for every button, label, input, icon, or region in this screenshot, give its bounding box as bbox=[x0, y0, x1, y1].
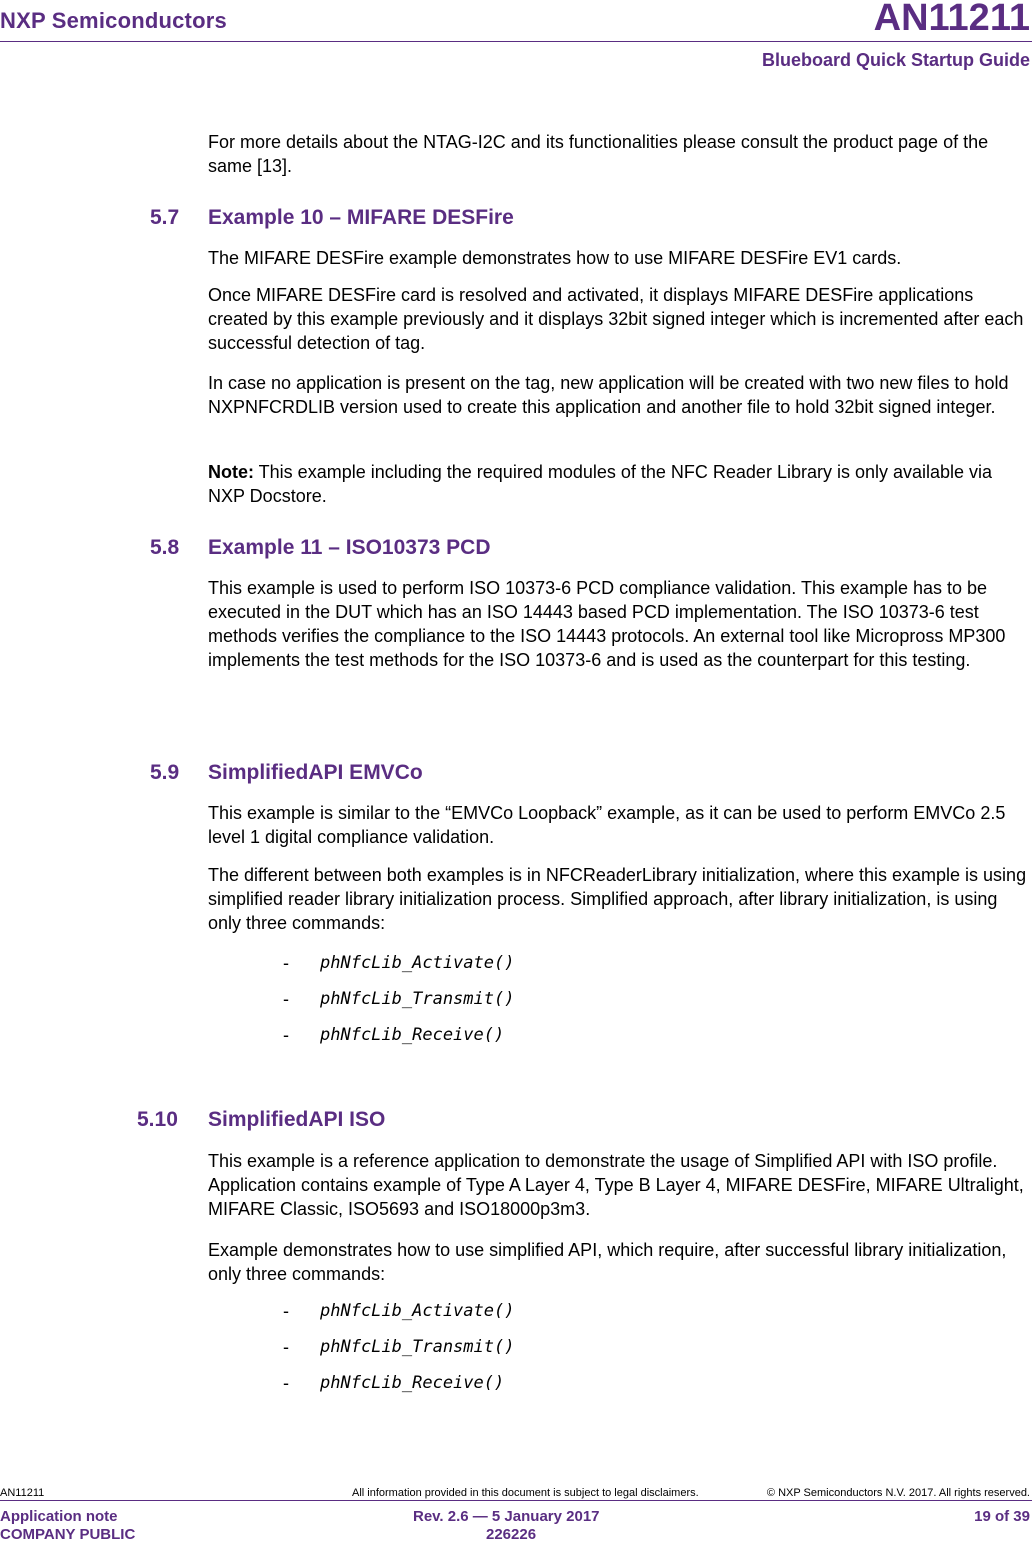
section-heading-5-10 bbox=[137, 1108, 385, 1132]
footer-page-number: 19 of 39 bbox=[974, 1508, 1030, 1525]
note-label: Note: bbox=[208, 462, 254, 482]
footer-copyright: © NXP Semiconductors N.V. 2017. All rights reserved. bbox=[766, 1487, 1030, 1499]
code-command: phNfcLib_Activate() bbox=[320, 1301, 515, 1321]
paragraph: This example is similar to the “EMVCo Loopback” example, as it can be used to perform EMVCo 2.5 level 1 digital compliance validation. bbox=[208, 803, 1006, 847]
footer-disclaimer: All information provided in this document is subject to legal disclaimers. bbox=[352, 1487, 699, 1499]
section-number: 5.7 bbox=[150, 206, 180, 229]
section-heading-5-9 bbox=[150, 761, 423, 785]
document-subtitle: Blueboard Quick Startup Guide bbox=[761, 50, 1030, 70]
footer-classification: COMPANY PUBLIC bbox=[0, 1526, 136, 1543]
paragraph: The different between both examples is in NFCReaderLibrary initialization, where this example is using simplified reader library initialization process. Simplified approach, after library initialization, is using only three commands: bbox=[208, 865, 1027, 933]
paragraph: Example demonstrates how to use simplified API, which require, after successful library initialization, only three commands: bbox=[208, 1240, 1007, 1284]
footer-doc-id: AN11211 bbox=[0, 1487, 45, 1499]
paragraph: The MIFARE DESFire example demonstrates how to use MIFARE DESFire EV1 cards. bbox=[208, 248, 902, 268]
document-number: AN11211 bbox=[873, 0, 1030, 39]
footer-doc-code: 226226 bbox=[486, 1526, 537, 1543]
section-title: SimplifiedAPI EMVCo bbox=[208, 761, 423, 784]
section-number: 5.8 bbox=[150, 536, 180, 559]
bullet-dash: - bbox=[283, 953, 289, 973]
section-number: 5.9 bbox=[150, 761, 180, 784]
footer-divider bbox=[0, 1500, 1032, 1501]
code-command: phNfcLib_Transmit() bbox=[320, 1337, 515, 1357]
section-heading-5-7 bbox=[150, 206, 514, 230]
header-divider bbox=[0, 41, 1032, 42]
code-command: phNfcLib_Transmit() bbox=[320, 989, 515, 1009]
section-title: Example 11 – ISO10373 PCD bbox=[208, 536, 491, 559]
section-title: SimplifiedAPI ISO bbox=[208, 1108, 386, 1131]
section-number: 5.10 bbox=[137, 1108, 178, 1131]
paragraph: Once MIFARE DESFire card is resolved and activated, it displays MIFARE DESFire applications created by this example previously and it displays 32bit signed integer which is incremented after each successful detection of tag. bbox=[208, 285, 1024, 353]
code-command: phNfcLib_Receive() bbox=[320, 1373, 505, 1393]
note-text: This example including the required modules of the NFC Reader Library is only available via NXP Docstore. bbox=[208, 462, 993, 506]
code-command: phNfcLib_Activate() bbox=[320, 953, 515, 973]
section-title: Example 10 – MIFARE DESFire bbox=[208, 206, 514, 229]
code-command: phNfcLib_Receive() bbox=[320, 1025, 505, 1045]
paragraph: In case no application is present on the tag, new application will be created with two new files to hold NXPNFCRDLIB version used to create this application and another file to hold 32bit signed integer. bbox=[208, 373, 1009, 417]
paragraph: This example is a reference application to demonstrate the usage of Simplified API with ISO profile. Application contains example of Type A Layer 4, Type B Layer 4, MIFARE DESFire, MIFARE Ultralight, MIFARE Classic, ISO5693 and ISO18000p3m3. bbox=[208, 1151, 1024, 1219]
bullet-dash: - bbox=[283, 1373, 289, 1393]
section-heading-5-8 bbox=[150, 536, 491, 560]
footer-revision: Rev. 2.6 — 5 January 2017 bbox=[413, 1508, 600, 1525]
note-paragraph bbox=[208, 460, 1030, 508]
bullet-dash: - bbox=[283, 1025, 289, 1045]
bullet-dash: - bbox=[283, 989, 289, 1009]
bullet-dash: - bbox=[283, 1337, 289, 1357]
intro-paragraph: For more details about the NTAG-I2C and its functionalities please consult the product page of the same [13]. bbox=[208, 132, 989, 176]
paragraph: This example is used to perform ISO 10373-6 PCD compliance validation. This example has to be executed in the DUT which has an ISO 14443 based PCD implementation. The ISO 10373-6 test methods verifies the compliance to the ISO 14443 protocols. An external tool like Micropross MP300 implements the test methods for the ISO 10373-6 and is used as the counterpart for this testing. bbox=[208, 578, 1006, 670]
company-name: NXP Semiconductors bbox=[0, 8, 227, 33]
footer-doc-type: Application note bbox=[0, 1508, 118, 1525]
bullet-dash: - bbox=[283, 1301, 289, 1321]
